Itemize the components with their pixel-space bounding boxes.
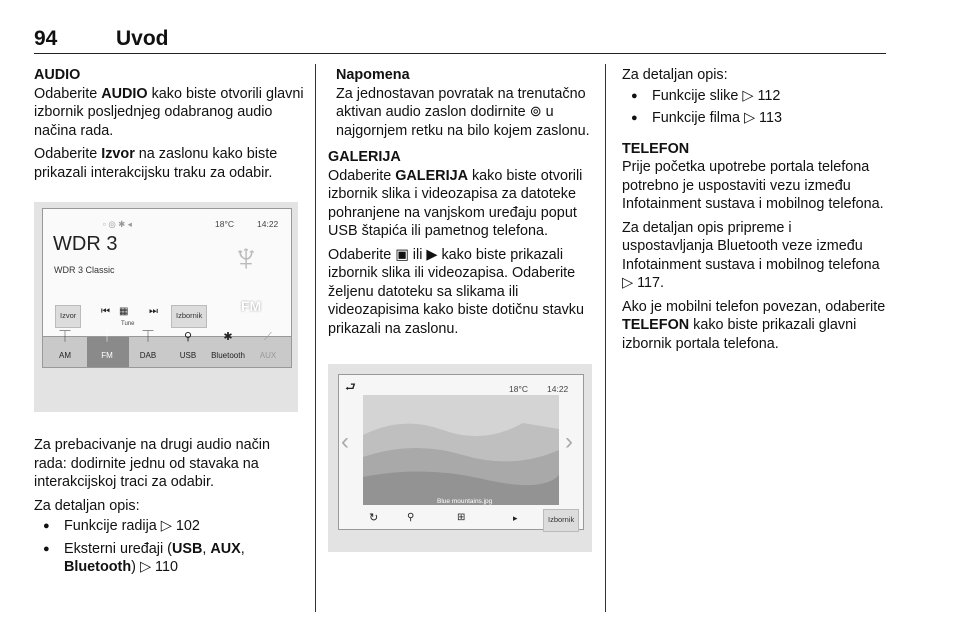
tab-fm[interactable]: ⏉ FM <box>101 331 113 360</box>
note-text: Za jednostavan povratak na trenutačno aktivan audio zaslon dodirnite ⊚ u najgornjem retku na bilo kojem zaslonu. <box>336 85 590 139</box>
paragraph: Odaberite Izvor na zaslonu kako biste prikazali interakcijsku traku za odabir. <box>34 146 278 181</box>
previous-image-icon[interactable]: ‹ <box>341 428 349 455</box>
page-ref-icon: ▷ <box>742 87 758 104</box>
tune-label: Tune <box>121 321 135 327</box>
source-selection-bar <box>43 331 291 367</box>
paragraph: Prije početka upotrebe portala telefona potrebno je uspostaviti vezu između Infotainment sustava i mobilnog telefona. <box>622 159 884 212</box>
list-item: ● Eksterni uređaji (USB, AUX, Bluetooth) ▷ 110 <box>34 540 304 577</box>
list-item: ● Funkcije slike ▷ 112 <box>622 87 886 106</box>
zoom-icon[interactable]: ⚲ <box>407 512 415 523</box>
tab-am[interactable]: ⏉ AM <box>59 331 71 360</box>
next-icon[interactable]: ⏭ <box>149 306 158 317</box>
list-item: ● Funkcije filma ▷ 113 <box>622 109 886 128</box>
reference-list <box>622 87 886 128</box>
heading-audio: AUDIO <box>34 67 81 83</box>
infotainment-screen <box>42 208 292 368</box>
note-box <box>328 66 596 140</box>
column-gallery <box>328 66 596 552</box>
column-audio <box>34 66 304 581</box>
clock: 14:22 <box>547 384 569 394</box>
page-ref-icon: ▷ <box>622 275 638 291</box>
list-item: ● Funkcije radija ▷ 102 <box>34 517 304 536</box>
paragraph: Odaberite ▣ ili ▶ kako biste prikazali izbornik slika ili videozapisa. Odaberite željenu datoteku sa slikama ili videozapisima kako biste dotičnu stavku prikazali na zaslonu. <box>328 246 584 337</box>
station-subtitle: WDR 3 Classic <box>54 265 115 275</box>
izbornik-button[interactable]: Izbornik <box>171 305 207 328</box>
radio-tower-icon: ♆ <box>231 236 261 280</box>
tab-aux[interactable]: ⟋ AUX <box>259 331 277 360</box>
next-image-icon[interactable]: › <box>565 428 573 455</box>
gallery-screenshot <box>328 364 592 552</box>
izbornik-button[interactable]: Izbornik <box>543 509 579 532</box>
movie-icon: ▶ <box>426 246 438 263</box>
paragraph: Ako je mobilni telefon povezan, odaberite TELEFON kako biste prikazali glavni izbornik portala telefona. <box>622 298 886 352</box>
home-icon: ⊚ <box>529 104 542 120</box>
slideshow-icon[interactable]: ⊞ <box>457 512 466 523</box>
mountain-image <box>363 395 559 505</box>
izvor-button[interactable]: Izvor <box>55 305 81 328</box>
heading-gallery: GALERIJA <box>328 149 401 165</box>
page-header <box>34 27 886 54</box>
rotate-icon[interactable]: ↻ <box>369 512 379 524</box>
temperature: 18°C <box>509 384 528 394</box>
picture-icon: ▣ <box>395 246 409 263</box>
reference-list <box>34 517 304 577</box>
gallery-screen <box>338 374 584 530</box>
status-icons: ▫ ◎ ✱ ◂ <box>103 219 132 229</box>
paragraph: Za detaljan opis: <box>622 67 728 83</box>
clock: 14:22 <box>257 219 279 229</box>
heading-telefon: TELEFON <box>622 140 690 157</box>
tab-dab[interactable]: ⏉ DAB <box>139 331 157 360</box>
station-name: WDR 3 <box>53 233 118 255</box>
paragraph: Za prebacivanje na drugi audio način rada: dodirnite jednu od stavaka na interakcijskoj traci za odabir. <box>34 437 271 490</box>
image-caption: Blue mountains.jpg <box>437 498 493 505</box>
play-icon[interactable]: ▸ <box>513 513 518 523</box>
column-divider <box>315 64 316 612</box>
paragraph: Odaberite GALERIJA kako biste otvorili izbornik slika i videozapisa za datoteke pohranjene na vanjskom uređaju poput USB štapića ili pametnog telefona. <box>328 167 583 239</box>
page-ref-icon: ▷ <box>743 110 760 126</box>
fm-logo: FM <box>241 298 262 314</box>
back-icon[interactable]: ⮐ <box>345 380 356 394</box>
column-divider <box>605 64 606 612</box>
heading-note: Napomena <box>336 67 410 83</box>
tune-icon[interactable]: ▦ <box>119 306 129 317</box>
audio-screenshot <box>34 202 298 412</box>
temperature: 18°C <box>215 219 234 229</box>
paragraph: Za detaljan opis: <box>34 497 140 514</box>
page-ref-icon: ▷ <box>139 559 156 575</box>
tab-bluetooth[interactable]: ✱ Bluetooth <box>211 331 245 360</box>
page-number: 94 <box>34 27 58 50</box>
paragraph: Za detaljan opis pripreme i uspostavljanja Bluetooth veze između Infotainment sustava i mobilnog telefona ▷ 117. <box>622 219 880 291</box>
column-telefon <box>622 66 886 358</box>
page-title: Uvod <box>116 27 169 50</box>
previous-icon[interactable]: ⏮ <box>101 306 110 317</box>
tab-usb[interactable]: ⚲ USB <box>179 331 197 360</box>
page-ref-icon: ▷ <box>160 518 176 534</box>
paragraph: Odaberite AUDIO kako biste otvorili glavni izbornik posljednjeg odabranog audio načina rada. <box>34 85 304 139</box>
